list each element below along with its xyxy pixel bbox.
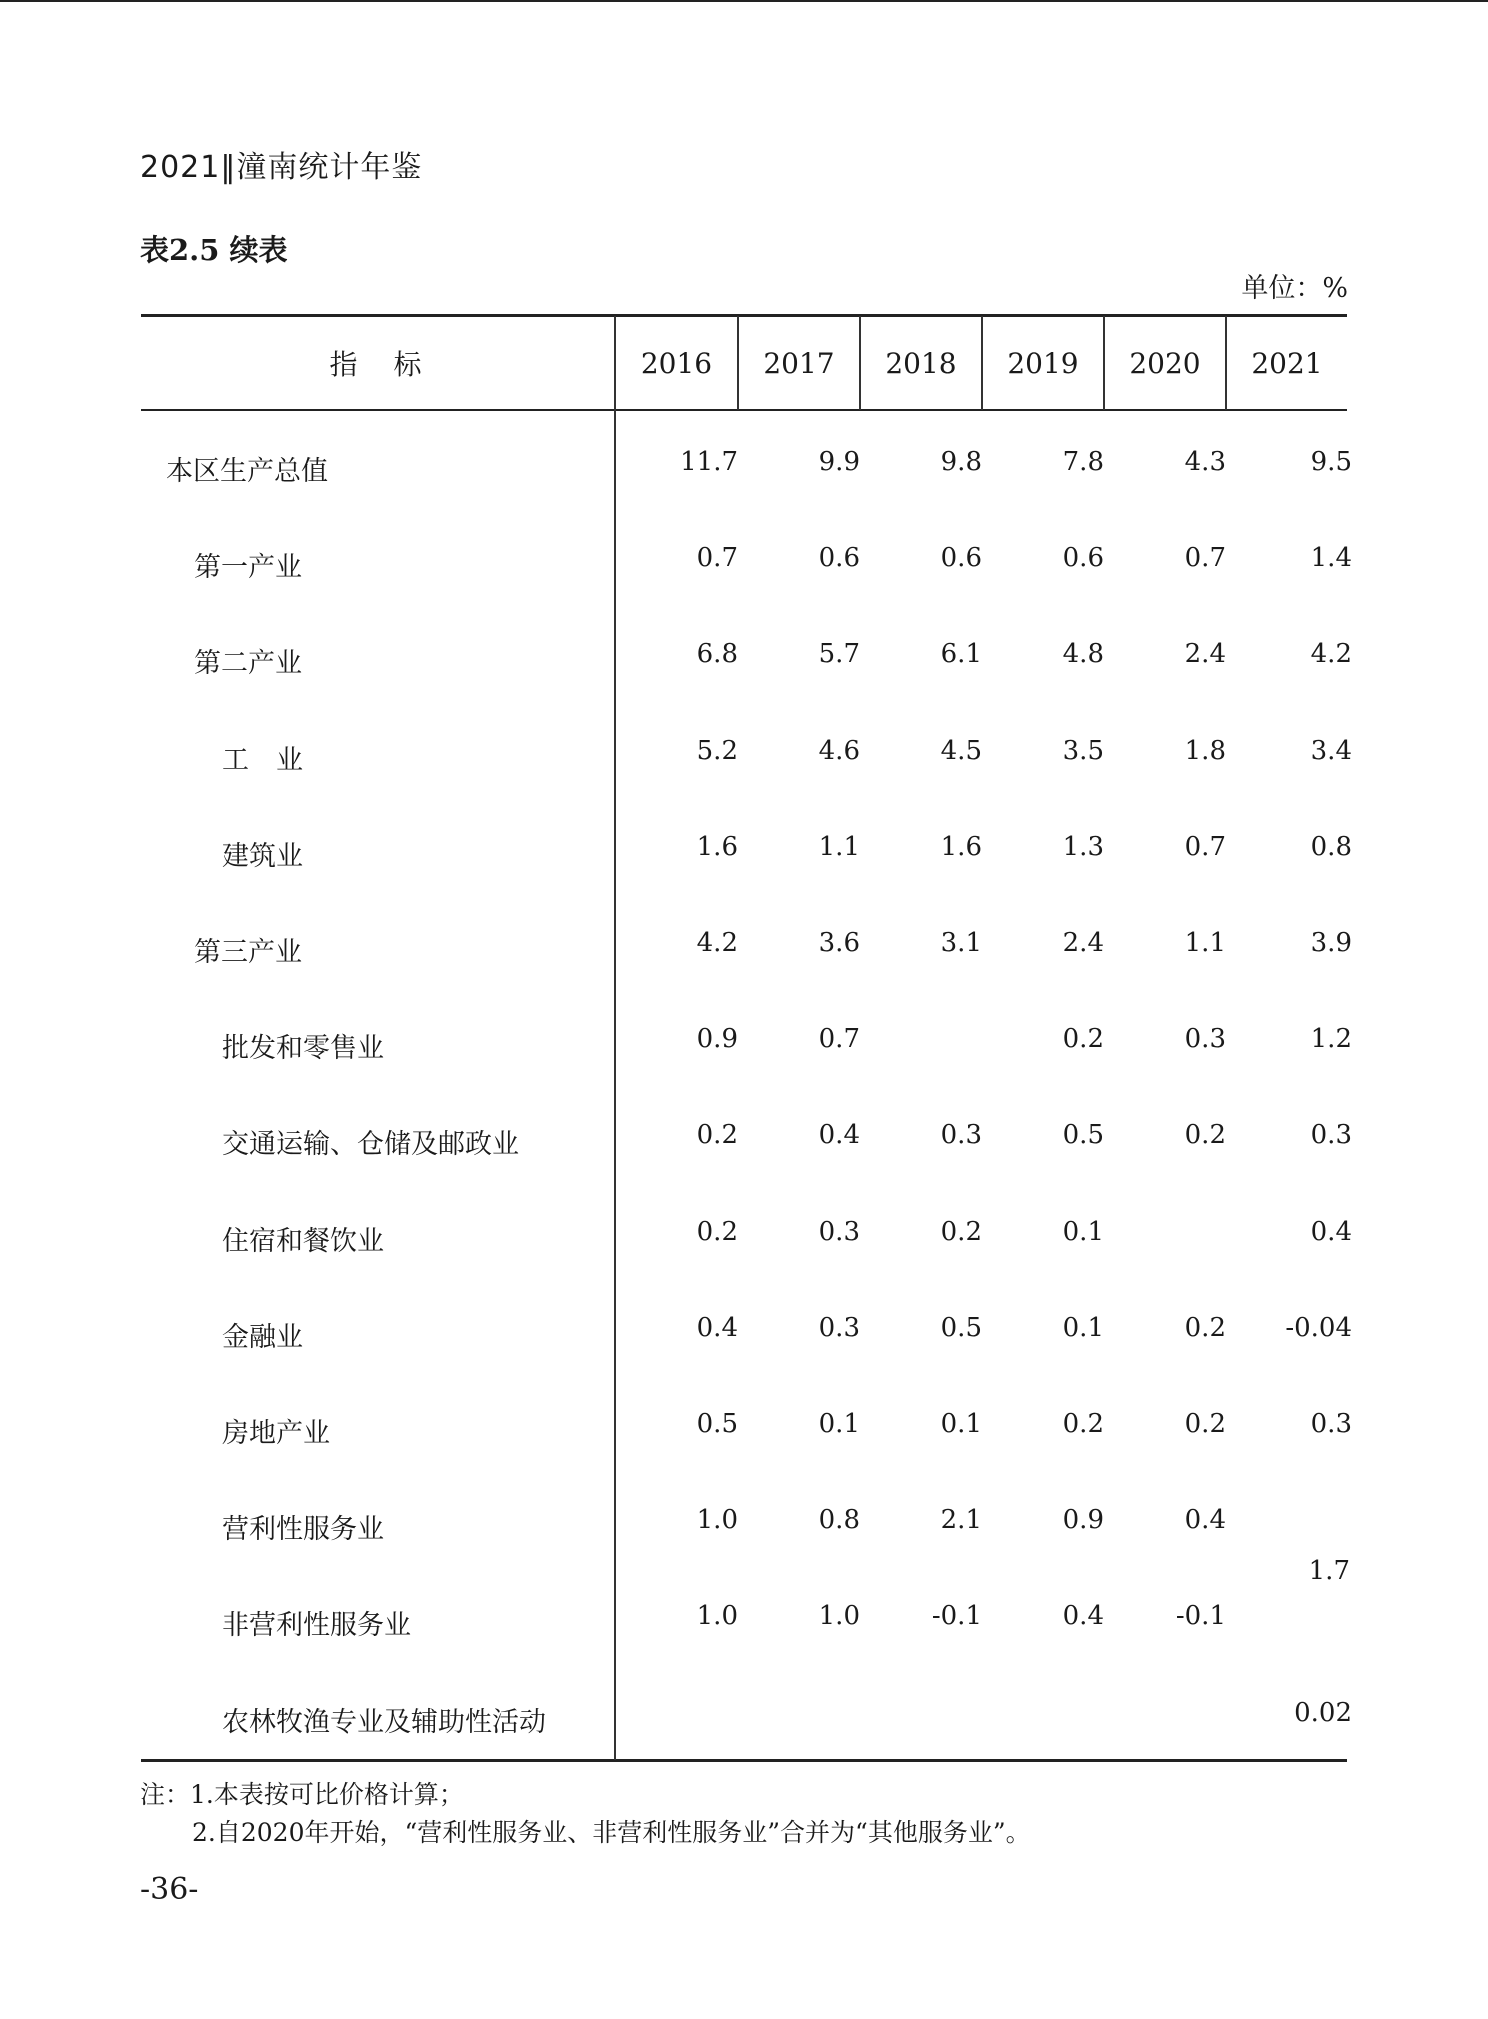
value-cell: 0.7 <box>818 1024 860 1054</box>
row-label: 第三产业 <box>194 937 302 968</box>
value-cell: 11.7 <box>680 447 738 477</box>
row-label: 房地产业 <box>222 1418 330 1449</box>
value-cell: 2.4 <box>1062 928 1104 958</box>
value-cell: 0.2 <box>696 1120 738 1150</box>
value-cell: 6.1 <box>940 639 982 669</box>
value-cell: 2.4 <box>1184 639 1226 669</box>
value-cell: 0.4 <box>1184 1505 1226 1535</box>
value-cell: 0.2 <box>1184 1120 1226 1150</box>
value-cell: 0.6 <box>818 543 860 573</box>
value-cell: 0.4 <box>696 1313 738 1343</box>
footnote-2: 2.自2020年开始，“营利性服务业、非营利性服务业”合并为“其他服务业”。 <box>192 1818 1031 1847</box>
value-cell: 0.9 <box>1062 1505 1104 1535</box>
value-cell: 0.2 <box>1062 1024 1104 1054</box>
value-cell: 1.8 <box>1184 736 1226 766</box>
value-cell: 0.1 <box>940 1409 982 1439</box>
value-cell: 0.3 <box>1310 1409 1352 1439</box>
value-cell: 1.3 <box>1062 832 1104 862</box>
value-cell: 3.9 <box>1310 928 1352 958</box>
value-cell: 3.1 <box>940 928 982 958</box>
value-cell: 0.2 <box>696 1217 738 1247</box>
value-cell: 4.3 <box>1184 447 1226 477</box>
value-cell: 0.1 <box>1062 1313 1104 1343</box>
row-label: 本区生产总值 <box>166 456 328 487</box>
row-label: 交通运输、仓储及邮政业 <box>222 1129 519 1160</box>
value-cell: 2.1 <box>940 1505 982 1535</box>
value-cell: 7.8 <box>1062 447 1104 477</box>
value-cell: 0.3 <box>818 1313 860 1343</box>
value-cell: 0.6 <box>1062 543 1104 573</box>
value-cell: 1.2 <box>1310 1024 1352 1054</box>
value-cell: 9.9 <box>818 447 860 477</box>
merged-service-value-2021: 1.7 <box>1308 1556 1350 1586</box>
value-cell: 0.3 <box>1310 1120 1352 1150</box>
value-cell: 0.2 <box>1184 1409 1226 1439</box>
value-cell: 0.02 <box>1294 1698 1352 1728</box>
value-cell: 9.5 <box>1310 447 1352 477</box>
value-cell: 0.2 <box>1062 1409 1104 1439</box>
value-cell: 0.9 <box>696 1024 738 1054</box>
row-label: 批发和零售业 <box>222 1033 384 1064</box>
row-label: 营利性服务业 <box>222 1514 384 1545</box>
table-bottom-rule <box>141 1759 1347 1762</box>
row-label: 工 业 <box>222 745 303 776</box>
value-cell: -0.1 <box>931 1601 982 1631</box>
value-cell: 3.5 <box>1062 736 1104 766</box>
value-cell: 0.4 <box>1310 1217 1352 1247</box>
year-header: 2019 <box>1007 346 1079 380</box>
value-cell: 0.8 <box>818 1505 860 1535</box>
row-label: 第二产业 <box>194 648 302 679</box>
row-label: 第一产业 <box>194 552 302 583</box>
value-cell: 0.3 <box>818 1217 860 1247</box>
value-cell: 6.8 <box>696 639 738 669</box>
value-cell: 9.8 <box>940 447 982 477</box>
value-cell: 5.2 <box>696 736 738 766</box>
row-label: 金融业 <box>222 1322 303 1353</box>
year-header: 2020 <box>1129 346 1201 380</box>
value-cell: 4.8 <box>1062 639 1104 669</box>
value-cell: 0.1 <box>1062 1217 1104 1247</box>
table-title: 表2.5 续表 <box>140 233 288 267</box>
value-cell: 0.4 <box>1062 1601 1104 1631</box>
year-header: 2021 <box>1251 346 1323 380</box>
value-cell: 1.0 <box>818 1601 860 1631</box>
value-cell: 0.7 <box>1184 832 1226 862</box>
year-header: 2018 <box>885 346 957 380</box>
index-column-header: 指 标 <box>329 348 426 381</box>
value-cell: 0.5 <box>696 1409 738 1439</box>
value-cell: 1.6 <box>696 832 738 862</box>
value-cell: -0.1 <box>1175 1601 1226 1631</box>
unit-label: 单位：% <box>1241 273 1348 304</box>
row-label: 住宿和餐饮业 <box>222 1226 384 1257</box>
value-cell: 1.1 <box>818 832 860 862</box>
value-cell: 4.2 <box>1310 639 1352 669</box>
value-cell: -0.04 <box>1285 1313 1352 1343</box>
value-cell: 0.4 <box>818 1120 860 1150</box>
top-border <box>0 0 1488 2</box>
year-header: 2017 <box>763 346 835 380</box>
row-label: 农林牧渔专业及辅助性活动 <box>222 1707 546 1738</box>
value-cell: 0.6 <box>940 543 982 573</box>
value-cell: 1.0 <box>696 1601 738 1631</box>
index-column-divider <box>614 316 616 1760</box>
book-title: 2021‖潼南统计年鉴 <box>140 150 423 185</box>
value-cell: 3.6 <box>818 928 860 958</box>
value-cell: 0.5 <box>940 1313 982 1343</box>
value-cell: 0.3 <box>1184 1024 1226 1054</box>
value-cell: 3.4 <box>1310 736 1352 766</box>
value-cell: 0.7 <box>696 543 738 573</box>
value-cell: 0.2 <box>1184 1313 1226 1343</box>
value-cell: 0.1 <box>818 1409 860 1439</box>
footnote-1: 注：1.本表按可比价格计算； <box>140 1780 464 1809</box>
value-cell: 1.0 <box>696 1505 738 1535</box>
page-number: -36- <box>140 1872 199 1907</box>
value-cell: 0.2 <box>940 1217 982 1247</box>
value-cell: 0.7 <box>1184 543 1226 573</box>
year-header: 2016 <box>640 346 713 380</box>
value-cell: 0.5 <box>1062 1120 1104 1150</box>
value-cell: 1.6 <box>940 832 982 862</box>
value-cell: 4.2 <box>696 928 738 958</box>
value-cell: 0.3 <box>940 1120 982 1150</box>
row-label: 建筑业 <box>222 841 303 872</box>
row-label: 非营利性服务业 <box>222 1610 411 1641</box>
value-cell: 0.8 <box>1310 832 1352 862</box>
value-cell: 1.4 <box>1310 543 1352 573</box>
value-cell: 4.6 <box>818 736 860 766</box>
value-cell: 5.7 <box>818 639 860 669</box>
value-cell: 1.1 <box>1184 928 1226 958</box>
value-cell: 4.5 <box>940 736 982 766</box>
